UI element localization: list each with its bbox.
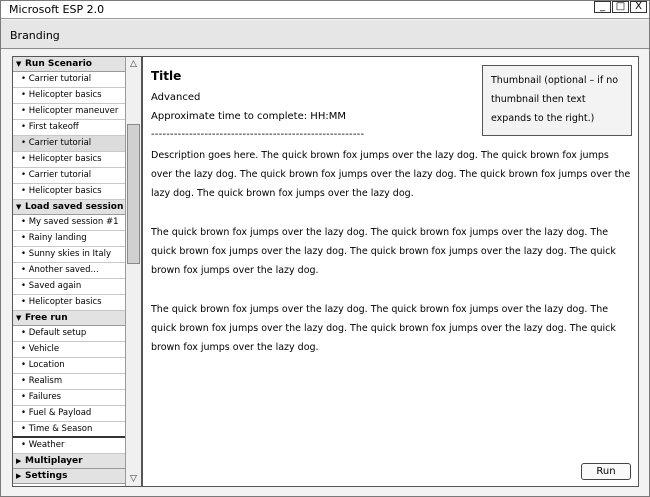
- nav-item[interactable]: • Saved again: [13, 279, 125, 295]
- nav-item[interactable]: • Helicopter basics: [13, 152, 125, 168]
- maximize-button[interactable]: □: [612, 1, 629, 13]
- nav-group-label: Load saved session: [25, 202, 124, 212]
- nav-item[interactable]: • Helicopter basics: [13, 295, 125, 311]
- nav-list: [13, 57, 125, 484]
- nav-group-header[interactable]: [13, 469, 125, 484]
- difficulty-label: Advanced: [151, 92, 201, 103]
- page-title: Title: [151, 69, 182, 83]
- nav-item[interactable]: • Weather: [13, 438, 125, 454]
- thumbnail-placeholder: Thumbnail (optional – if no thumbnail then text expands to the right.): [482, 65, 632, 136]
- minimize-button[interactable]: _: [594, 1, 611, 13]
- nav-item[interactable]: • Helicopter basics: [13, 184, 125, 200]
- close-button[interactable]: X: [630, 1, 647, 13]
- caret-down-icon: ▼: [16, 314, 22, 322]
- caret-down-icon: ▼: [16, 203, 22, 211]
- description-paragraph: The quick brown fox jumps over the lazy dog. The quick brown fox jumps over the lazy dog. The quick brown fox jumps over the lazy dog. The quick brown fox jumps over the lazy dog. The quick brown fox jumps over the lazy dog.: [151, 304, 616, 353]
- nav-group-label: Multiplayer: [25, 456, 83, 466]
- nav-item[interactable]: • Helicopter maneuver: [13, 104, 125, 120]
- scroll-up-icon[interactable]: △: [130, 59, 137, 69]
- nav-item[interactable]: • Realism: [13, 374, 125, 390]
- nav-item[interactable]: • Failures: [13, 390, 125, 406]
- branding-label: Branding: [10, 29, 60, 42]
- nav-item[interactable]: • Sunny skies in Italy: [13, 247, 125, 263]
- nav-item[interactable]: • Another saved...: [13, 263, 125, 279]
- run-button[interactable]: Run: [581, 463, 631, 480]
- nav-group-label: Run Scenario: [25, 59, 92, 69]
- sidebar: [12, 56, 142, 487]
- nav-item[interactable]: • Default setup: [13, 326, 125, 342]
- sidebar-scrollbar[interactable]: [125, 57, 141, 486]
- text-divider: --------------------------------------------------------: [151, 129, 365, 140]
- nav-item[interactable]: • Location: [13, 358, 125, 374]
- nav-group-label: Settings: [25, 471, 68, 481]
- scroll-down-icon[interactable]: ▽: [130, 474, 137, 484]
- nav-group-header[interactable]: [13, 311, 125, 326]
- title-bar: [1, 1, 649, 19]
- nav-group-label: Free run: [25, 313, 68, 323]
- description-paragraph: The quick brown fox jumps over the lazy dog. The quick brown fox jumps over the lazy dog. The quick brown fox jumps over the lazy dog. The quick brown fox jumps over the lazy dog. The quick brown fox jumps over the lazy dog.: [151, 227, 616, 276]
- nav-item[interactable]: • Vehicle: [13, 342, 125, 358]
- time-to-complete: Approximate time to complete: HH:MM: [151, 111, 346, 122]
- nav-item[interactable]: • Fuel & Payload: [13, 406, 125, 422]
- nav-item[interactable]: • First takeoff: [13, 120, 125, 136]
- nav-item[interactable]: • My saved session #1: [13, 215, 125, 231]
- nav-group-header[interactable]: [13, 200, 125, 215]
- caret-right-icon: ▶: [16, 472, 22, 480]
- scroll-thumb[interactable]: [127, 124, 140, 264]
- nav-item[interactable]: • Carrier tutorial: [13, 136, 125, 152]
- caret-down-icon: ▼: [16, 60, 22, 68]
- nav-item[interactable]: • Helicopter basics: [13, 88, 125, 104]
- main-content: [142, 56, 639, 487]
- branding-bar: [1, 20, 649, 49]
- caret-right-icon: ▶: [16, 457, 22, 465]
- nav-item[interactable]: • Carrier tutorial: [13, 72, 125, 88]
- nav-item[interactable]: • Time & Season: [13, 422, 125, 438]
- nav-item[interactable]: • Rainy landing: [13, 231, 125, 247]
- nav-item[interactable]: • Carrier tutorial: [13, 168, 125, 184]
- description-paragraph: Description goes here. The quick brown fox jumps over the lazy dog. The quick brown fox jumps over the lazy dog. The quick brown fox jumps over the lazy dog. The quick brown fox jumps over the lazy dog. The quick brown fox jumps over the lazy dog.: [151, 150, 631, 199]
- nav-group-header[interactable]: [13, 57, 125, 72]
- nav-group-header[interactable]: [13, 454, 125, 469]
- window-title: Microsoft ESP 2.0: [9, 3, 105, 16]
